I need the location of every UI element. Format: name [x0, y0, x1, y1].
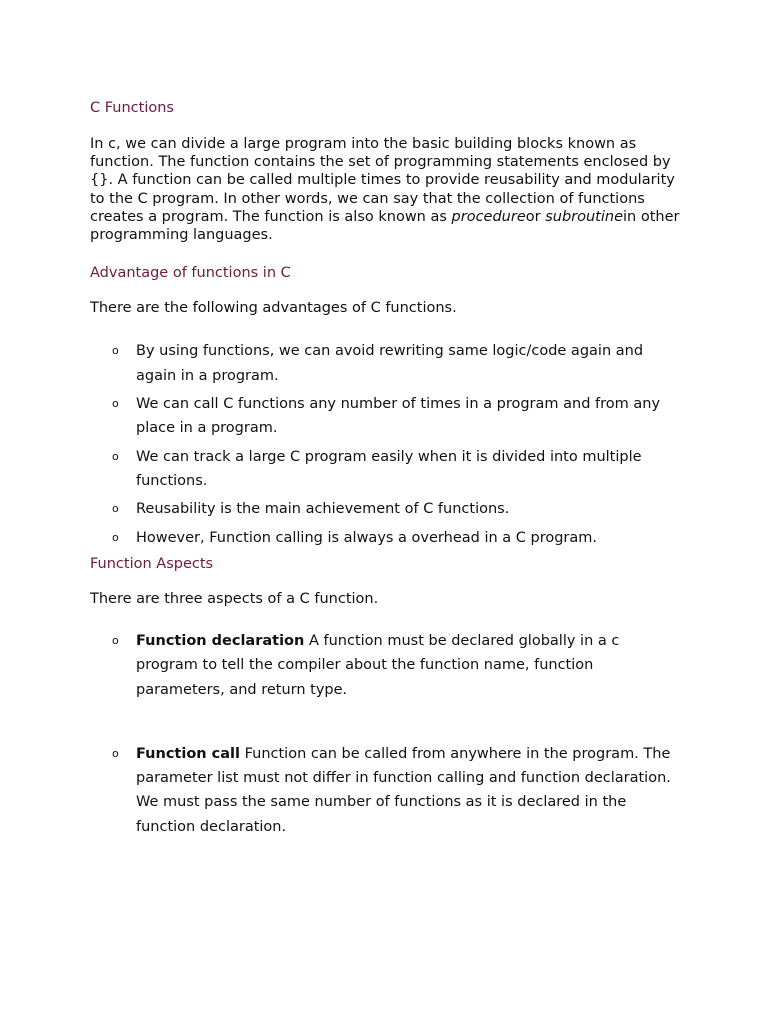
aspect-description: A function must be declared globally in a c program to tell the compiler about the function name, function parameters, and return type. — [136, 633, 620, 698]
bullet-marker: o — [112, 397, 119, 411]
intro-term-subroutine: subroutine — [545, 208, 623, 225]
intro-text-1: In c, we can divide a large program into the basic building blocks known as function. The function contains the set of programming statements enclosed by {}. A function can be called multiple times to provide reusability and modularity to the C program. In other words, we can say that the collection of functions creates a program. The function is also known as — [90, 136, 675, 225]
intro-text-3: in other programming languages. — [90, 208, 680, 244]
heading-advantages: Advantage of functions in C — [90, 265, 291, 282]
aspects-lead: There are three aspects of a C function. — [90, 590, 379, 607]
bullet-marker: o — [112, 746, 119, 760]
list-item-text: We can call C functions any number of times in a program and from any place in a program. — [136, 396, 661, 437]
bullet-marker: o — [112, 502, 119, 516]
document-page — [90, 98, 680, 843]
list-item — [90, 497, 680, 521]
heading-c-functions: C Functions — [90, 100, 174, 116]
heading-function-aspects: Function Aspects — [90, 555, 214, 572]
bullet-marker: o — [112, 449, 119, 463]
aspect-term: Function call — [136, 745, 240, 762]
aspect-description: Function can be called from anywhere in the program. The parameter list must not differ in function calling and function declaration. We must pass the same number of functions as it is declared in the function declaration. — [136, 745, 671, 835]
list-item — [90, 392, 680, 441]
list-item — [90, 629, 680, 702]
bullet-marker: o — [112, 530, 119, 544]
intro-paragraph — [90, 135, 680, 244]
bullet-marker: o — [112, 344, 119, 358]
list-item — [90, 742, 680, 839]
intro-text-2: or — [525, 208, 546, 225]
list-item-text: Reusability is the main achievement of C functions. — [136, 501, 510, 518]
intro-term-procedure: procedure — [451, 208, 526, 225]
advantages-list — [90, 339, 680, 549]
list-item — [90, 339, 680, 388]
list-item-text: However, Function calling is always a overhead in a C program. — [136, 529, 598, 546]
advantages-lead: There are the following advantages of C functions. — [90, 300, 457, 317]
aspect-term: Function declaration — [136, 633, 305, 649]
list-item — [90, 445, 680, 494]
list-item-text: By using functions, we can avoid rewriting same logic/code again and again in a program. — [136, 343, 644, 384]
list-item-text: We can track a large C program easily when it is divided into multiple functions. — [136, 448, 642, 489]
bullet-marker: o — [112, 634, 119, 647]
aspects-list — [90, 629, 680, 839]
list-item — [90, 526, 680, 550]
